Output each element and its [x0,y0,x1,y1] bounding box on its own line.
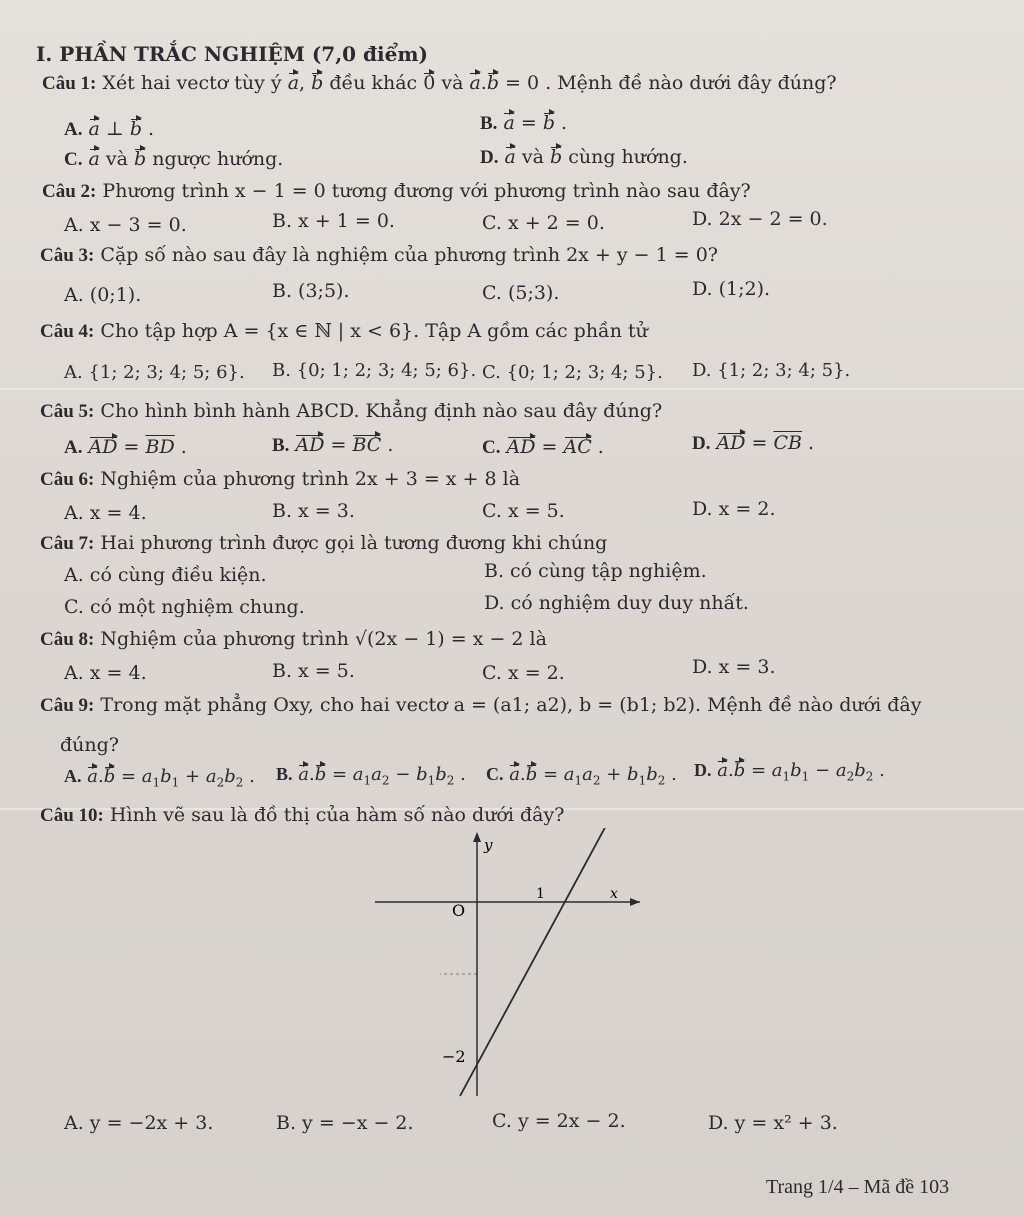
x-axis-arrow-icon [630,898,640,906]
question-1: Câu 1: Xét hai vectơ tùy ý a, b đều khác 0 và a.b = 0 . Mệnh đề nào dưới đây đúng? [42,72,837,94]
question-stem: Trong mặt phẳng Oxy, cho hai vectơ a = (a1; a2), b = (b1; b2). Mệnh đề nào dưới đây [100,694,922,716]
question-6 [40,468,520,491]
option-letter: D. [480,147,499,168]
q2-option-c[interactable]: C. x + 2 = 0. [482,212,605,234]
question-label: Câu 4: [40,321,95,342]
question-stem: Phương trình x − 1 = 0 tương đương với phương trình nào sau đây? [102,180,751,202]
question-4 [40,320,648,343]
q1-option-b[interactable]: B. a = b . [480,112,568,134]
q7-option-a[interactable]: A. có cùng điều kiện. [64,564,267,586]
q5-option-c[interactable]: C. AD = AC . [482,436,604,458]
q9-option-d[interactable]: D. $a.b = a_1b_1 - a_2b_2$ . [694,760,885,784]
q10-option-c[interactable]: C. y = 2x − 2. [492,1110,626,1132]
q1-option-a[interactable]: A. a ⊥ b . [64,118,155,140]
question-label: Câu 1: [42,73,97,94]
page-footer: Trang 1/4 – Mã đề 103 [766,1176,950,1198]
x-tick-label: 1 [536,886,545,902]
question-stem: Cho tập hợp A = {x ∈ ℕ | x < 6}. Tập A gồm các phần tử [100,320,648,342]
q3-option-c[interactable]: C. (5;3). [482,282,560,304]
question-label: Câu 3: [40,245,95,266]
q5-option-a[interactable]: A. AD = $\overline{BD}$ . [64,436,187,458]
function-graph [360,828,660,1100]
q4-option-b[interactable]: B. {0; 1; 2; 3; 4; 5; 6}. [272,360,477,381]
q10-option-d[interactable]: D. y = x² + 3. [708,1112,838,1134]
x-axis-label: x [610,886,618,902]
y-axis-arrow-icon [473,832,481,842]
question-10 [40,804,564,827]
q2-option-d[interactable]: D. 2x − 2 = 0. [692,208,828,230]
q6-option-a[interactable]: A. x = 4. [64,502,147,524]
paper-fold [0,388,1024,390]
question-2 [42,180,751,203]
q6-option-c[interactable]: C. x = 5. [482,500,565,522]
q2-option-a[interactable]: A. x − 3 = 0. [64,214,187,236]
q5-option-d[interactable]: D. AD = $\overline{CB}$ . [692,432,815,454]
q9-stem-continued: đúng? [60,734,119,756]
question-label: Câu 5: [40,401,95,422]
q5-option-b[interactable]: B. AD = BC . [272,434,394,456]
q4-option-a[interactable]: A. {1; 2; 3; 4; 5; 6}. [64,362,245,383]
q8-option-d[interactable]: D. x = 3. [692,656,776,678]
q8-option-b[interactable]: B. x = 5. [272,660,355,682]
question-stem: Nghiệm của phương trình 2x + 3 = x + 8 là [100,468,521,490]
q6-option-b[interactable]: B. x = 3. [272,500,355,522]
question-stem: Hình vẽ sau là đồ thị của hàm số nào dưới đây? [109,804,565,826]
y-axis-label: y [484,836,493,854]
question-label: Câu 7: [40,533,95,554]
q8-option-a[interactable]: A. x = 4. [64,662,147,684]
q3-option-d[interactable]: D. (1;2). [692,278,771,300]
q7-option-d[interactable]: D. có nghiệm duy duy nhất. [484,592,749,614]
q10-option-b[interactable]: B. y = −x − 2. [276,1112,414,1134]
question-8 [40,628,547,651]
question-label: Câu 9: [40,695,95,716]
q4-option-c[interactable]: C. {0; 1; 2; 3; 4; 5}. [482,362,663,383]
graph-line [460,828,608,1096]
q9-option-a[interactable]: A. $a.b = a_1b_1 + a_2b_2$ . [64,766,255,790]
q9-option-b[interactable]: B. $a.b = a_1a_2 - b_1b_2$ . [276,764,466,788]
question-label: Câu 6: [40,469,95,490]
q8-option-c[interactable]: C. x = 2. [482,662,565,684]
question-stem: Nghiệm của phương trình √(2x − 1) = x − 2 là [100,628,547,650]
option-letter: B. [480,113,498,134]
q1-option-c[interactable]: C. a và b ngược hướng. [64,148,284,170]
question-stem: Hai phương trình được gọi là tương đương khi chúng [100,532,608,554]
section-title: I. PHẦN TRẮC NGHIỆM (7,0 điểm) [36,42,428,66]
q2-option-b[interactable]: B. x + 1 = 0. [272,210,395,232]
question-label: Câu 10: [40,805,104,826]
question-stem: Cho hình bình hành ABCD. Khẳng định nào sau đây đúng? [100,400,663,422]
question-label: Câu 2: [42,181,97,202]
q3-option-b[interactable]: B. (3;5). [272,280,350,302]
q4-option-d[interactable]: D. {1; 2; 3; 4; 5}. [692,360,851,381]
q7-option-c[interactable]: C. có một nghiệm chung. [64,596,305,618]
q9-option-c[interactable]: C. $a.b = a_1a_2 + b_1b_2$ . [486,764,677,788]
q7-option-b[interactable]: B. có cùng tập nghiệm. [484,560,707,582]
q3-option-a[interactable]: A. (0;1). [64,284,142,306]
y-tick-label: −2 [442,1047,466,1066]
question-stem: Cặp số nào sau đây là nghiệm của phương trình 2x + y − 1 = 0? [100,244,718,266]
origin-label: O [452,901,466,920]
q1-option-d[interactable]: D. a và b cùng hướng. [480,146,688,168]
question-5 [40,400,662,423]
option-letter: A. [64,119,83,140]
q10-option-a[interactable]: A. y = −2x + 3. [64,1112,214,1134]
question-7 [40,532,607,555]
question-9 [40,694,921,717]
question-3 [40,244,718,267]
option-letter: C. [64,149,83,170]
q6-option-d[interactable]: D. x = 2. [692,498,776,520]
question-label: Câu 8: [40,629,95,650]
